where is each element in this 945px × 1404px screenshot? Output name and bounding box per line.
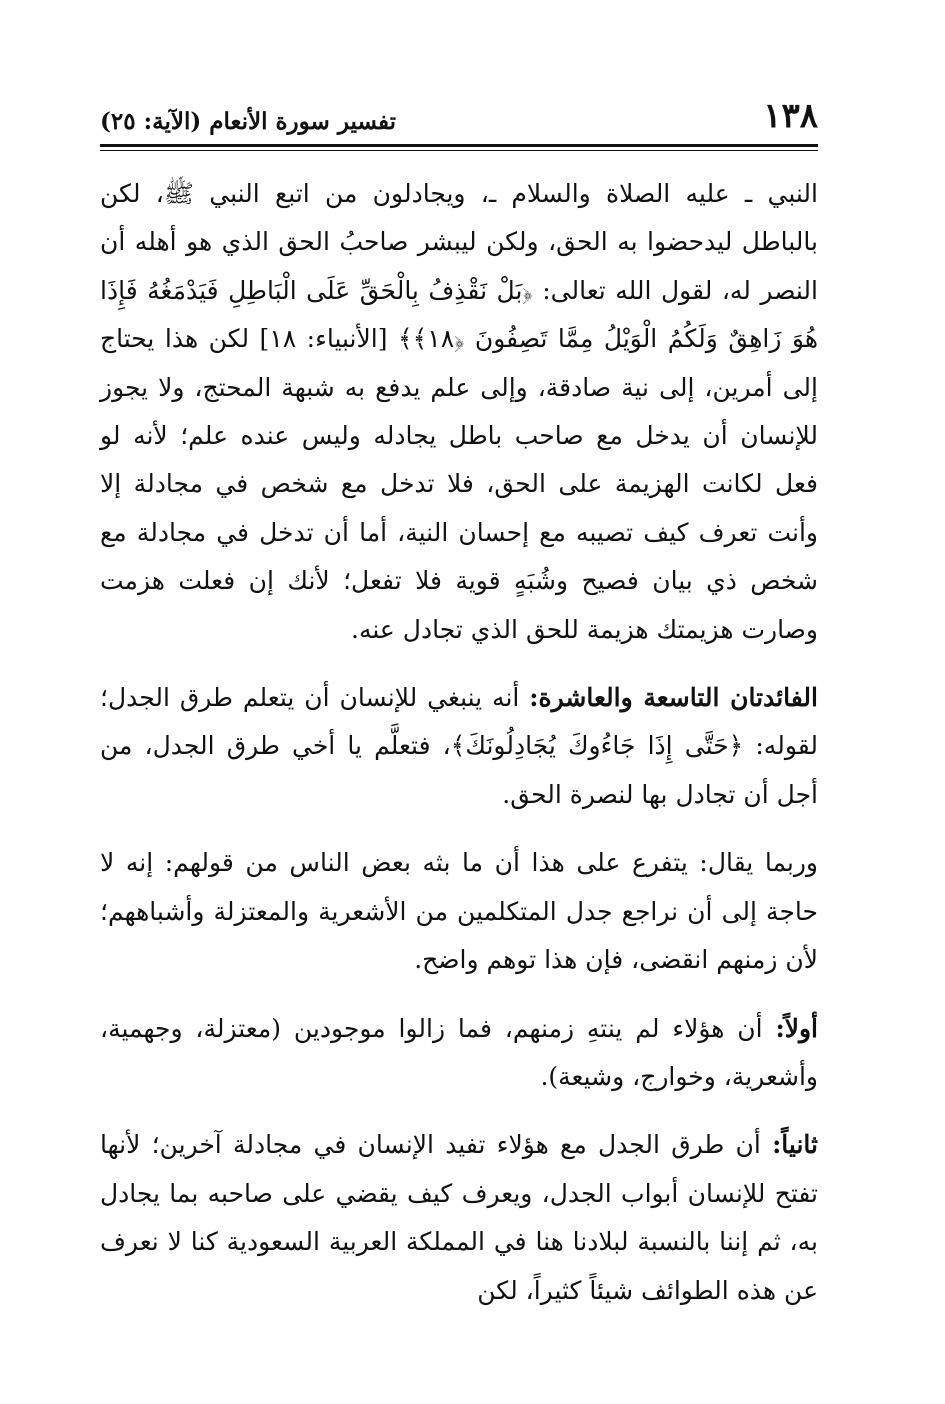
paragraph-gap [100,654,818,674]
running-title: تفسير سورة الأنعام (الآية: ٢٥) [100,108,396,135]
paragraph-lead: أولاً: [775,1013,818,1043]
paragraph-text: أن هؤلاء لم ينتهِ زمنهم، فما زالوا موجودين (معتزلة، وجهمية، وأشعرية، وخوارج، وشيعة). [100,1013,818,1091]
header-rule-thick [100,144,818,147]
paragraph-3 [100,839,818,984]
paragraph-gap [100,1101,818,1121]
paragraph-text: وربما يقال: يتفرع على هذا أن ما بثه بعض الناس من قولهم: إنه لا حاجة إلى أن نراجع جدل المتكلمين من الأشعرية والمعتزلة وأشباههم؛ لأن زمنهم انقضى، فإن هذا توهم واضح. [100,848,818,975]
paragraph-lead: ثانياً: [772,1130,818,1160]
paragraph-gap [100,985,818,1005]
paragraph-text: أنه ينبغي للإنسان أن يتعلم طرق الجدل؛ لقوله: ﴿حَتَّى إِذَا جَاءُوكَ يُجَادِلُونَكَ﴾، فتعلَّم يا أخي طرق الجدل، من أجل أن تجادل بها لنصرة الحق. [100,683,818,809]
paragraph-2 [100,674,818,819]
page-header [100,88,818,148]
header-rule-thin [100,150,818,151]
paragraph-1 [100,170,818,654]
paragraph-gap [100,819,818,839]
paragraph-4 [100,1005,818,1102]
page-number: ١٣٨ [763,96,818,136]
paragraph-lead: الفائدتان التاسعة والعاشرة: [529,683,818,713]
body-text [100,170,818,1315]
paragraph-text: النبي ـ عليه الصلاة والسلام ـ، ويجادلون من اتبع النبي ﷺ، لكن بالباطل ليدحضوا به الحق، ولكن ليبشر صاحبُ الحق الذي هو أهله أن النصر له، لقول الله تعالى: ﴿بَلْ نَقْذِفُ بِالْحَقِّ عَلَى الْبَاطِلِ فَيَدْمَغُهُ فَإِذَا هُوَ زَاهِقٌ وَلَكُمُ الْوَيْلُ مِمَّا تَصِفُونَ ﴿١٨﴾﴾ [الأنبياء: ١٨] لكن هذا يحتاج إلى أمرين، إلى نية صادقة، وإلى علم يدفع به شبهة المحتج، ولا يجوز للإنسان أن يدخل مع صاحب باطل يجادله وليس عنده علم؛ لأنه لو فعل لكانت الهزيمة على الحق، فلا تدخل مع شخص في مجادلة إلا وأنت تعرف كيف تصيبه مع إحسان النية، أما أن تدخل في مجادلة مع شخص ذي بيان فصيح وشُبَهٍ قوية فلا تفعل؛ لأنك إن فعلت هزمت وصارت هزيمتك هزيمة للحق الذي تجادل عنه. [100,179,818,644]
paragraph-5 [100,1121,818,1315]
paragraph-text: أن طرق الجدل مع هؤلاء تفيد الإنسان في مجادلة آخرين؛ لأنها تفتح للإنسان أبواب الجدل، ويعرف كيف يقضي على صاحبه بما يجادل به، ثم إننا بالنسبة لبلادنا هنا في المملكة العربية السعودية كنا لا نعرف عن هذه الطوائف شيئاً كثيراً، لكن [100,1130,818,1305]
